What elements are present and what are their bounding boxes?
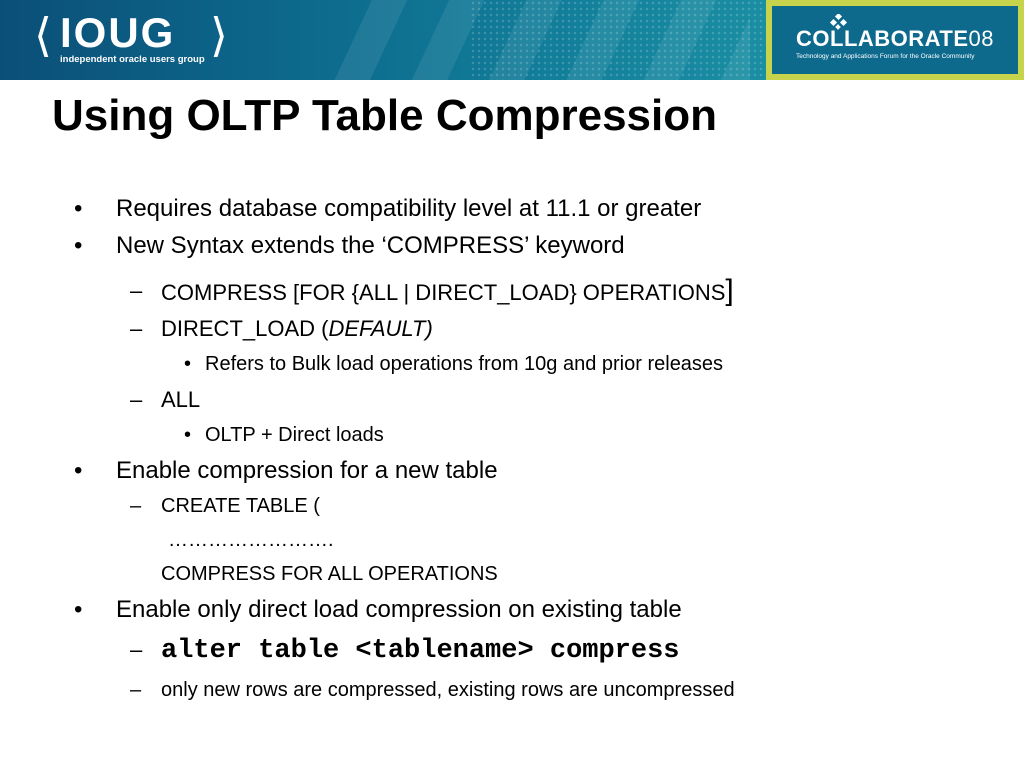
sub-sub-bullet-bulk-load: Refers to Bulk load operations from 10g and prior releases bbox=[205, 353, 724, 375]
sub-bullet-new-rows-compressed: only new rows are compressed, existing rows are uncompressed bbox=[161, 679, 735, 701]
dash-marker: – bbox=[130, 637, 143, 662]
dash-marker: – bbox=[130, 495, 142, 517]
dash-marker: – bbox=[130, 278, 143, 303]
ioug-tagline: independent oracle users group bbox=[60, 54, 205, 65]
ioug-left-bracket-icon: ⟨ bbox=[34, 8, 52, 62]
bullet-enable-new-table: Enable compression for a new table bbox=[116, 457, 498, 484]
collaborate-logo-main: COLLABORATE bbox=[796, 26, 969, 51]
collaborate-logo-year: 08 bbox=[968, 26, 995, 51]
bullet-compatibility-level: Requires database compatibility level at 11.1 or greater bbox=[116, 195, 702, 222]
sub-bullet-create-table: CREATE TABLE ( bbox=[161, 495, 320, 517]
dash-marker: – bbox=[130, 679, 142, 701]
compress-syntax-close-bracket: ] bbox=[725, 274, 734, 307]
sub-sub-bullet-oltp-direct: OLTP + Direct loads bbox=[205, 424, 384, 446]
bullet-marker: • bbox=[184, 353, 192, 375]
direct-load-text: DIRECT_LOAD ( bbox=[161, 316, 329, 341]
bullet-marker: • bbox=[74, 195, 83, 222]
bullet-enable-existing-table: Enable only direct load compression on existing table bbox=[116, 596, 682, 623]
dash-marker: – bbox=[130, 316, 143, 341]
bullet-marker: • bbox=[74, 457, 83, 484]
collaborate-tagline: Technology and Applications Forum for the Oracle Community bbox=[796, 53, 975, 60]
sub-bullet-direct-load bbox=[161, 316, 433, 342]
sub-bullet-compress-syntax bbox=[161, 274, 734, 307]
create-table-ellipsis: ……………………. bbox=[168, 529, 334, 551]
create-table-compress-clause: COMPRESS FOR ALL OPERATIONS bbox=[161, 563, 498, 585]
sub-bullet-all: ALL bbox=[161, 387, 201, 412]
ioug-right-bracket-icon: ⟩ bbox=[210, 8, 228, 62]
bullet-marker: • bbox=[184, 424, 192, 446]
slide-title: Using OLTP Table Compression bbox=[52, 91, 717, 140]
dash-marker: – bbox=[130, 387, 143, 412]
bullet-marker: • bbox=[74, 596, 83, 623]
compress-syntax-text: COMPRESS [FOR {ALL | DIRECT_LOAD} OPERATIONS bbox=[161, 280, 726, 305]
bullet-marker: • bbox=[74, 232, 83, 259]
direct-load-default: DEFAULT) bbox=[328, 316, 433, 341]
bullet-new-syntax: New Syntax extends the ‘COMPRESS’ keyword bbox=[116, 232, 625, 259]
sub-bullet-alter-table-code: alter table <tablename> compress bbox=[161, 636, 680, 666]
ioug-logo-text: IOUG bbox=[60, 9, 176, 56]
